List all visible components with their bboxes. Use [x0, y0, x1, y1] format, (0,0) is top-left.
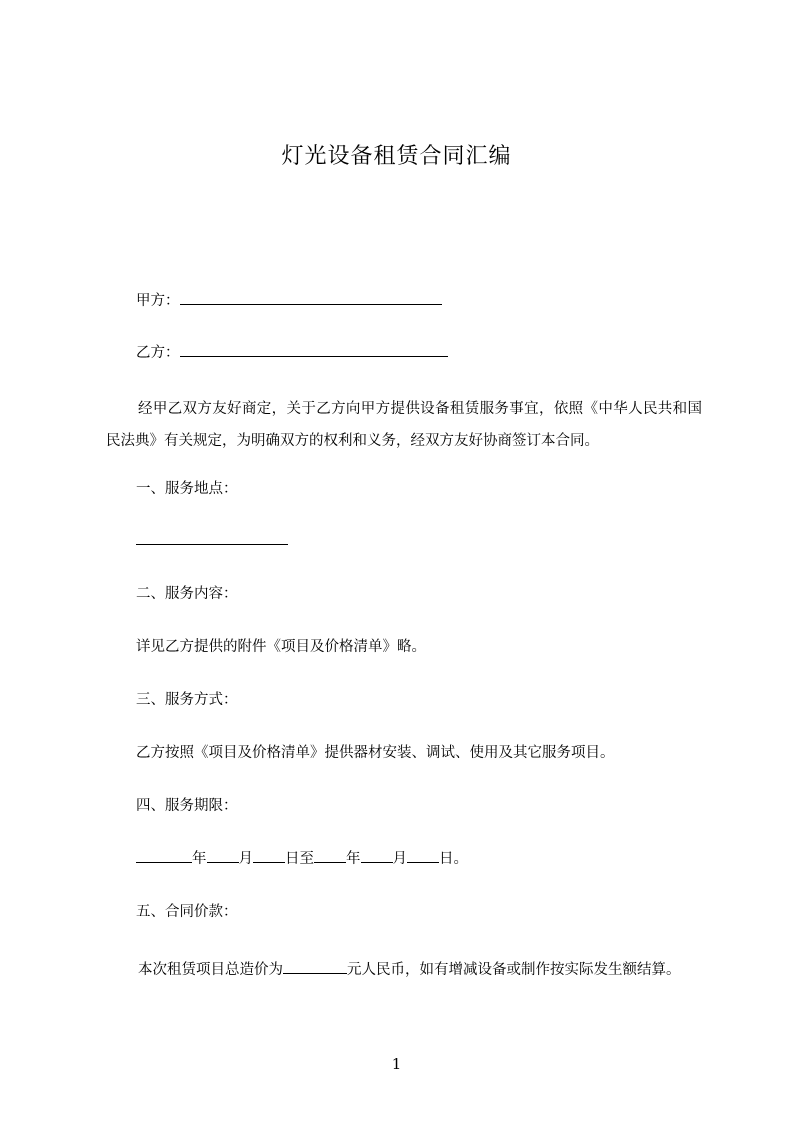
party-a-label: 甲方：	[136, 293, 180, 309]
party-b-line	[136, 342, 732, 364]
period-month-label: 月	[238, 851, 253, 867]
period-day-to-label: 日至	[285, 851, 314, 867]
start-year-blank[interactable]	[136, 848, 192, 863]
price-amount-blank[interactable]	[283, 959, 347, 974]
price-paragraph	[106, 954, 702, 986]
period-year2-label: 年	[346, 851, 361, 867]
party-b-blank[interactable]	[180, 342, 448, 357]
period-month2-label: 月	[392, 851, 407, 867]
section-method-heading: 三、服务方式：	[136, 692, 238, 708]
section-price-heading: 五、合同价款：	[136, 904, 238, 920]
end-month-blank[interactable]	[361, 848, 393, 863]
end-year-blank[interactable]	[314, 848, 346, 863]
price-text-before: 本次租赁项目总造价为	[138, 962, 283, 978]
page-number: 1	[391, 1055, 402, 1073]
location-blank[interactable]	[136, 530, 288, 545]
location-line	[136, 530, 732, 552]
party-a-line	[136, 290, 732, 312]
end-day-blank[interactable]	[407, 848, 439, 863]
intro-paragraph: 经甲乙双方友好商定，关于乙方向甲方提供设备租赁服务事宜，依照《中华人民共和国民法典》有关规定，为明确双方的权利和义务，经双方友好协商签订本合同。	[106, 401, 702, 449]
document-title: 灯光设备租赁合同汇编	[281, 144, 512, 169]
section-method-text: 乙方按照《项目及价格清单》提供器材安装、调试、使用及其它服务项目。	[136, 745, 615, 761]
party-a-blank[interactable]	[180, 290, 442, 305]
period-day-end-label: 日。	[439, 851, 468, 867]
price-text-after: 元人民币，如有增减设备或制作按实际发生额结算。	[347, 962, 681, 978]
party-b-label: 乙方：	[136, 345, 180, 361]
section-period-heading: 四、服务期限：	[136, 798, 238, 814]
section-location-heading: 一、服务地点：	[136, 481, 238, 497]
start-day-blank[interactable]	[253, 848, 285, 863]
start-month-blank[interactable]	[207, 848, 239, 863]
period-year-label: 年	[192, 851, 207, 867]
period-line	[136, 848, 732, 870]
section-content-text: 详见乙方提供的附件《项目及价格清单》略。	[136, 639, 426, 655]
section-content-heading: 二、服务内容：	[136, 586, 238, 602]
